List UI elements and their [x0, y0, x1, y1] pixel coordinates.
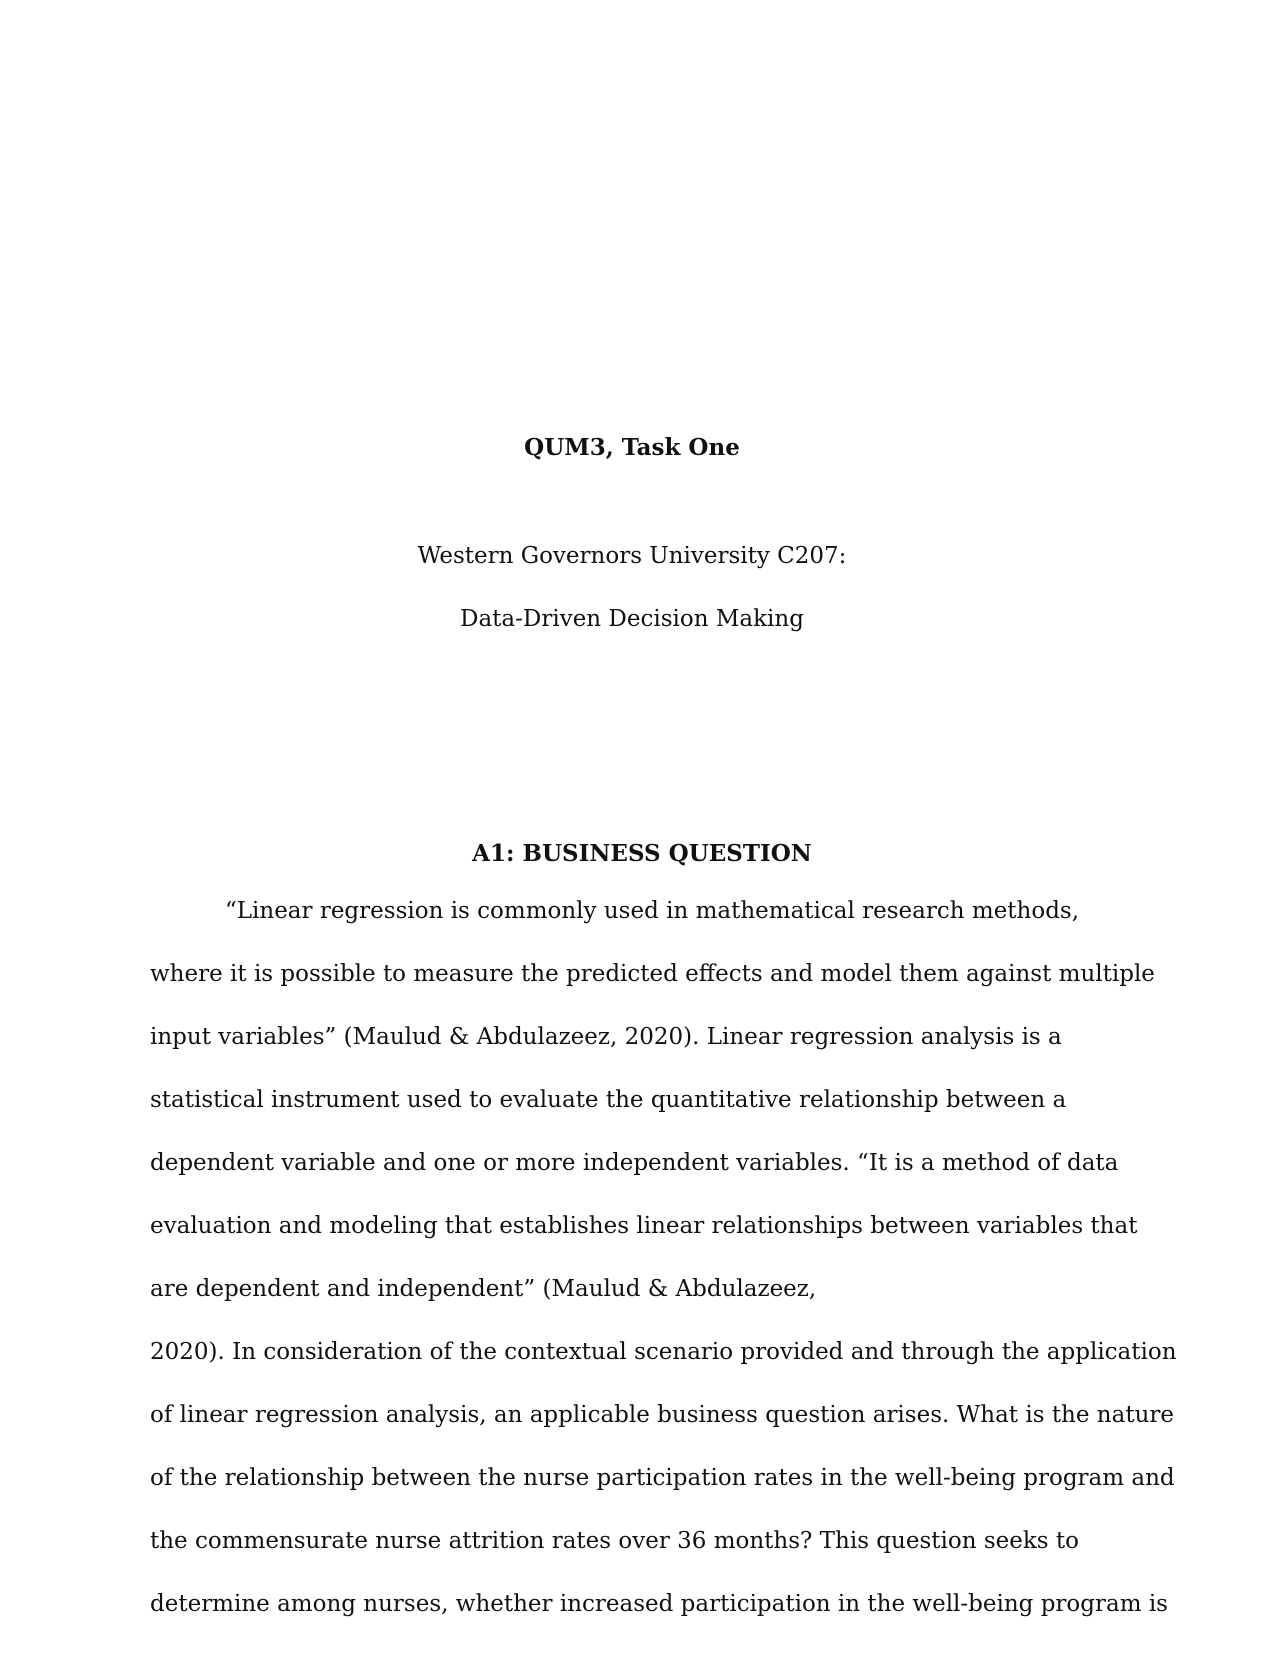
course-name-line-2: Data-Driven Decision Making	[460, 606, 804, 632]
paragraph-line: the commensurate nurse attrition rates over 36 months? This question seeks to	[150, 1528, 1079, 1554]
paragraph-line: input variables” (Maulud & Abdulazeez, 2020). Linear regression analysis is a	[150, 1024, 1062, 1050]
paragraph-line: statistical instrument used to evaluate the quantitative relationship between a	[150, 1087, 1067, 1113]
section-heading: A1: BUSINESS QUESTION	[472, 840, 812, 867]
document-title: QUM3, Task One	[524, 434, 740, 461]
paragraph-line: are dependent and independent” (Maulud & Abdulazeez,	[150, 1276, 817, 1302]
paragraph-line: of the relationship between the nurse participation rates in the well-being program and	[150, 1465, 1175, 1491]
paragraph-line: 2020). In consideration of the contextual scenario provided and through the application	[150, 1339, 1177, 1365]
paragraph-line: evaluation and modeling that establishes linear relationships between variables that	[150, 1213, 1138, 1239]
paragraph-line: dependent variable and one or more independent variables. “It is a method of data	[150, 1150, 1119, 1176]
paragraph-line: “Linear regression is commonly used in mathematical research methods,	[225, 898, 1080, 924]
paragraph-line: where it is possible to measure the predicted effects and model them against multiple	[150, 961, 1155, 987]
course-name-line-1: Western Governors University C207:	[417, 543, 847, 569]
paragraph-line: of linear regression analysis, an applicable business question arises. What is the nature	[150, 1402, 1174, 1428]
paragraph-line: determine among nurses, whether increased participation in the well-being program is	[150, 1591, 1168, 1617]
